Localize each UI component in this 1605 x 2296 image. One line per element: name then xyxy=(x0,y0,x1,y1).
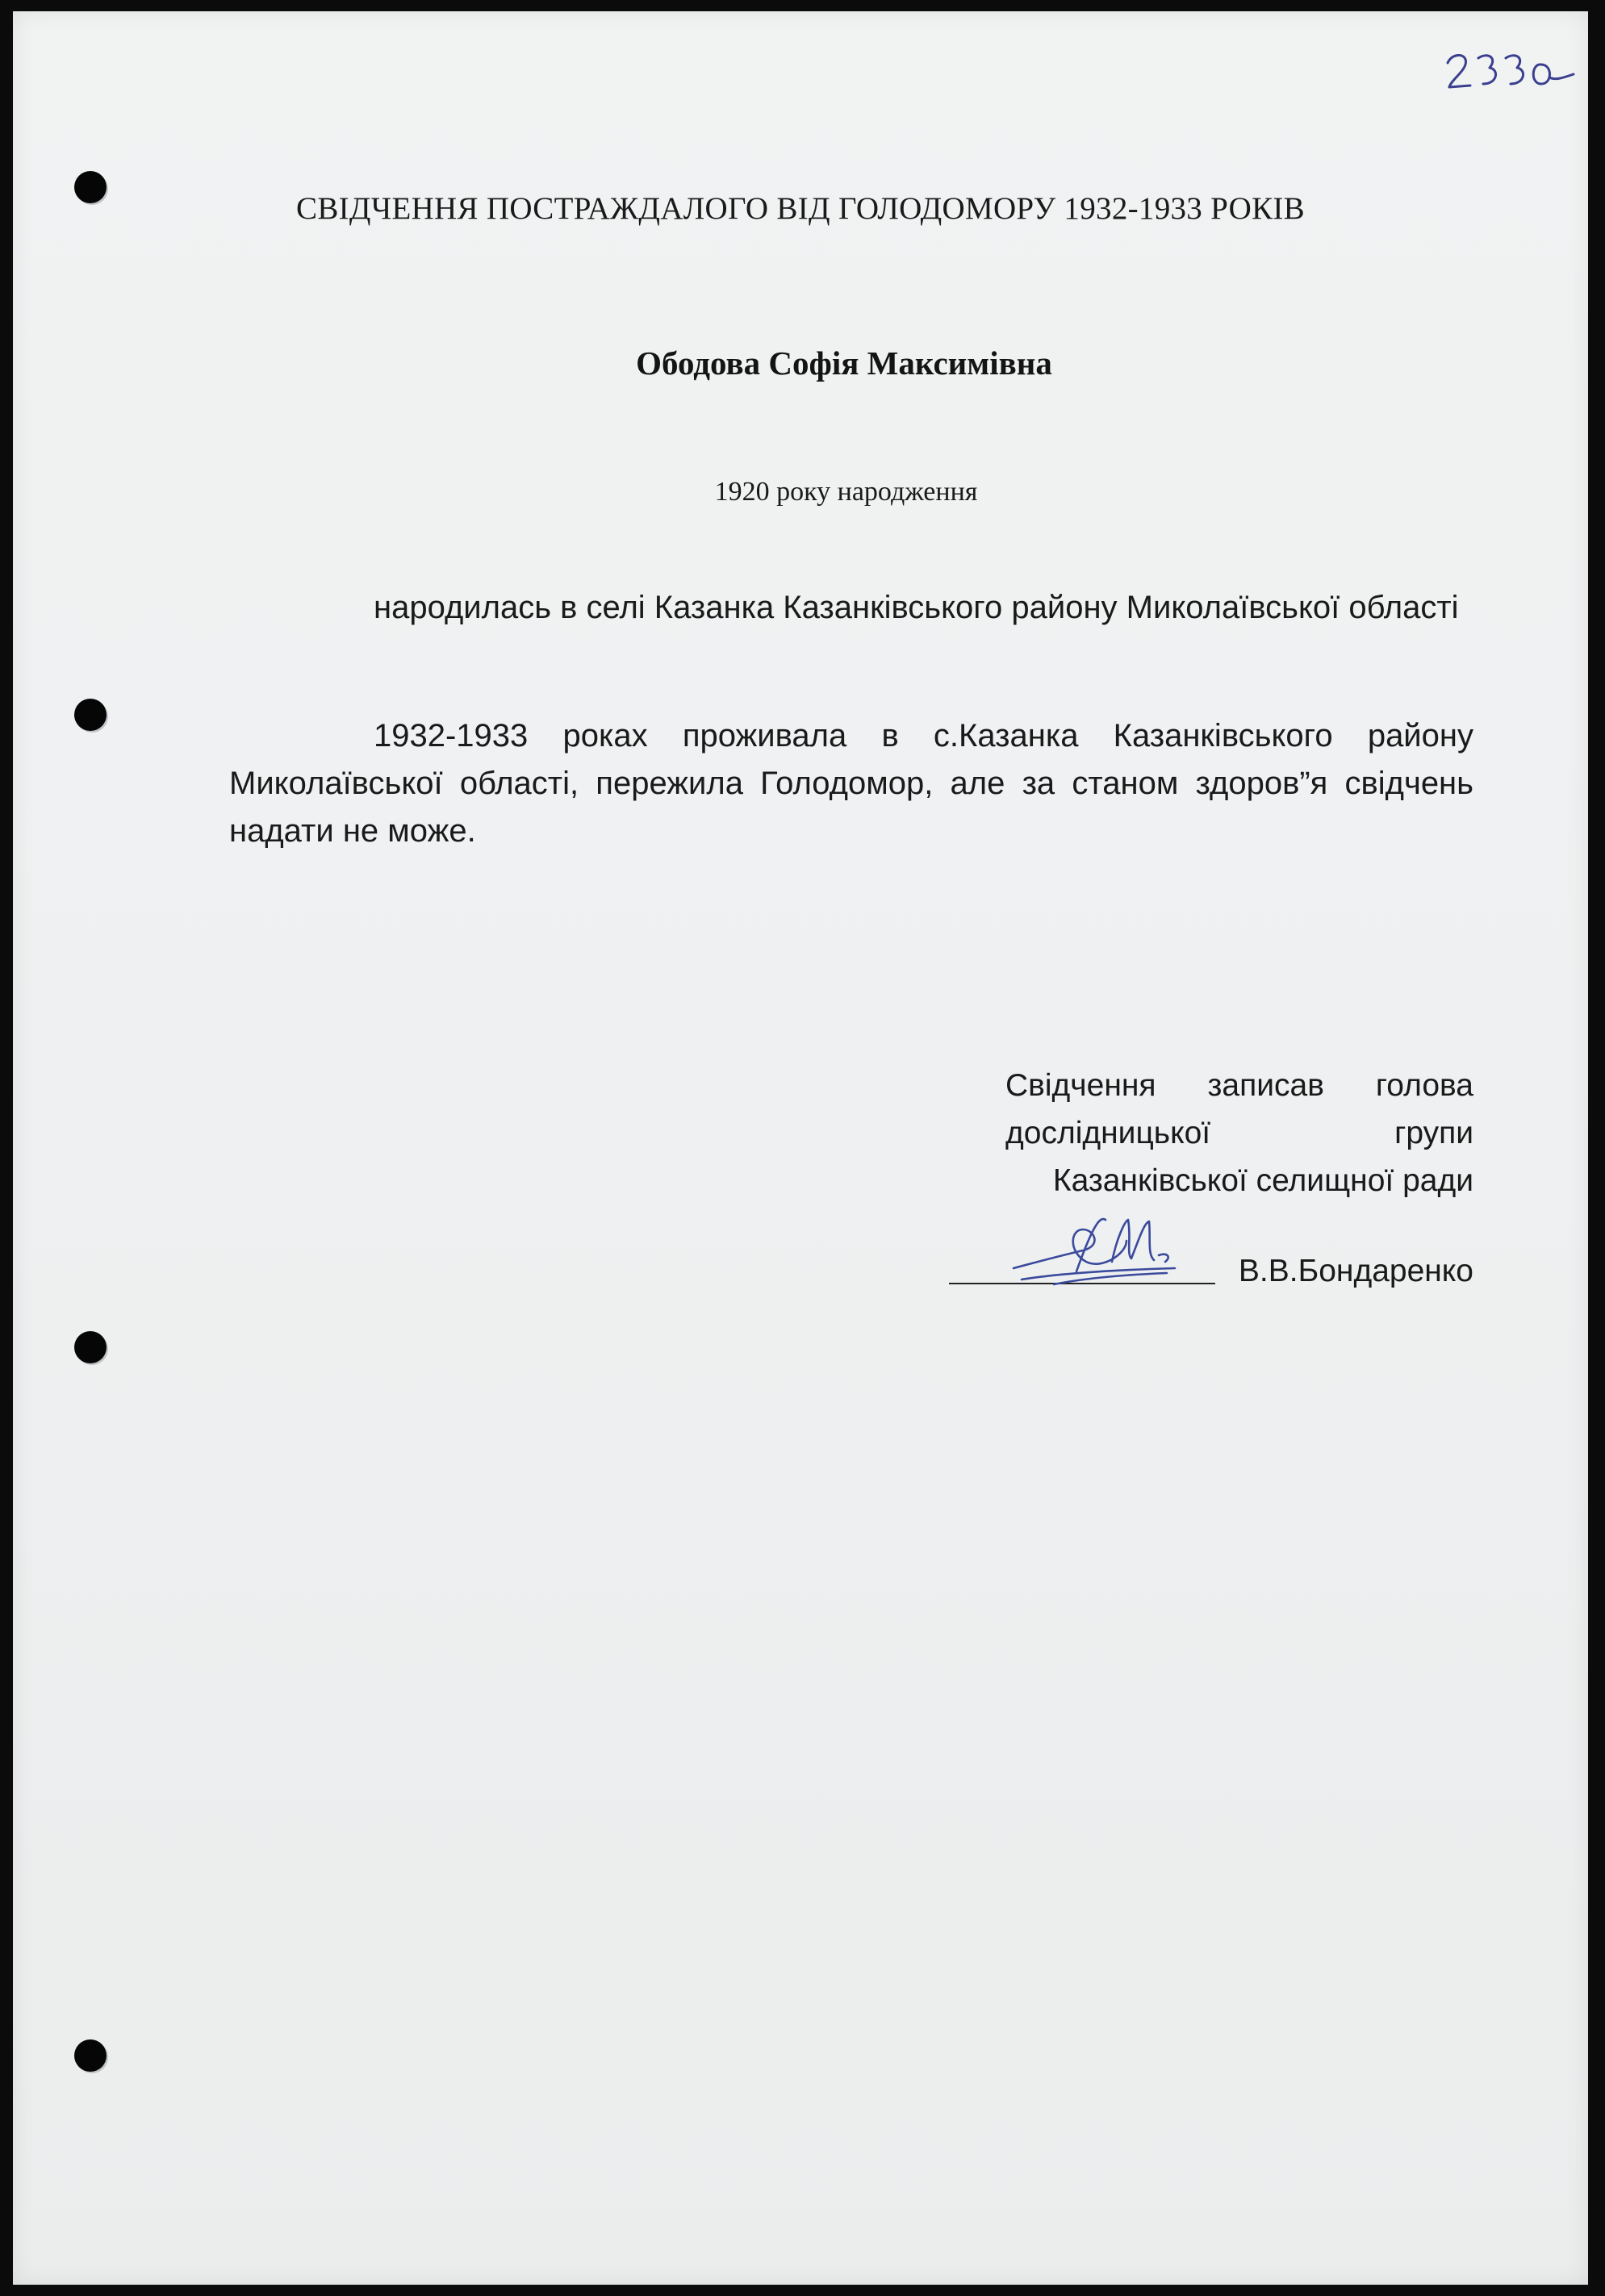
document-sheet xyxy=(13,11,1588,2285)
birth-year-line: 1920 року народження xyxy=(714,477,978,507)
person-name: Ободова Софія Максимівна xyxy=(636,344,1052,382)
signature-row xyxy=(949,1238,1473,1294)
handwritten-signature xyxy=(1005,1205,1199,1294)
punch-hole xyxy=(74,699,107,731)
punch-hole xyxy=(74,1331,107,1363)
paragraph-birthplace: народилась в селі Казанка Казанківського району Миколаївської області xyxy=(374,590,1459,625)
archive-number-handwritten xyxy=(1441,45,1578,102)
signatory-line: Казанківської селищної ради xyxy=(1052,1163,1473,1198)
paragraph-testimony: 1932-1933 роках проживала в с.Казанка Казанківського району Миколаївської області, пережила Голодомор, але за станом здоров”я свідчень надати не може. xyxy=(229,718,1473,849)
signatory-line: Свідчення записав голова xyxy=(1005,1068,1473,1103)
document-title: СВІДЧЕННЯ ПОСТРАЖДАЛОГО ВІД ГОЛОДОМОРУ 1932-1933 РОКІВ xyxy=(296,191,1305,226)
signatory-name: В.В.Бондаренко xyxy=(1238,1254,1473,1288)
signatory-line: дослідницької групи xyxy=(1005,1116,1473,1150)
punch-hole xyxy=(74,2039,107,2072)
signatory-block xyxy=(1005,1062,1473,1204)
